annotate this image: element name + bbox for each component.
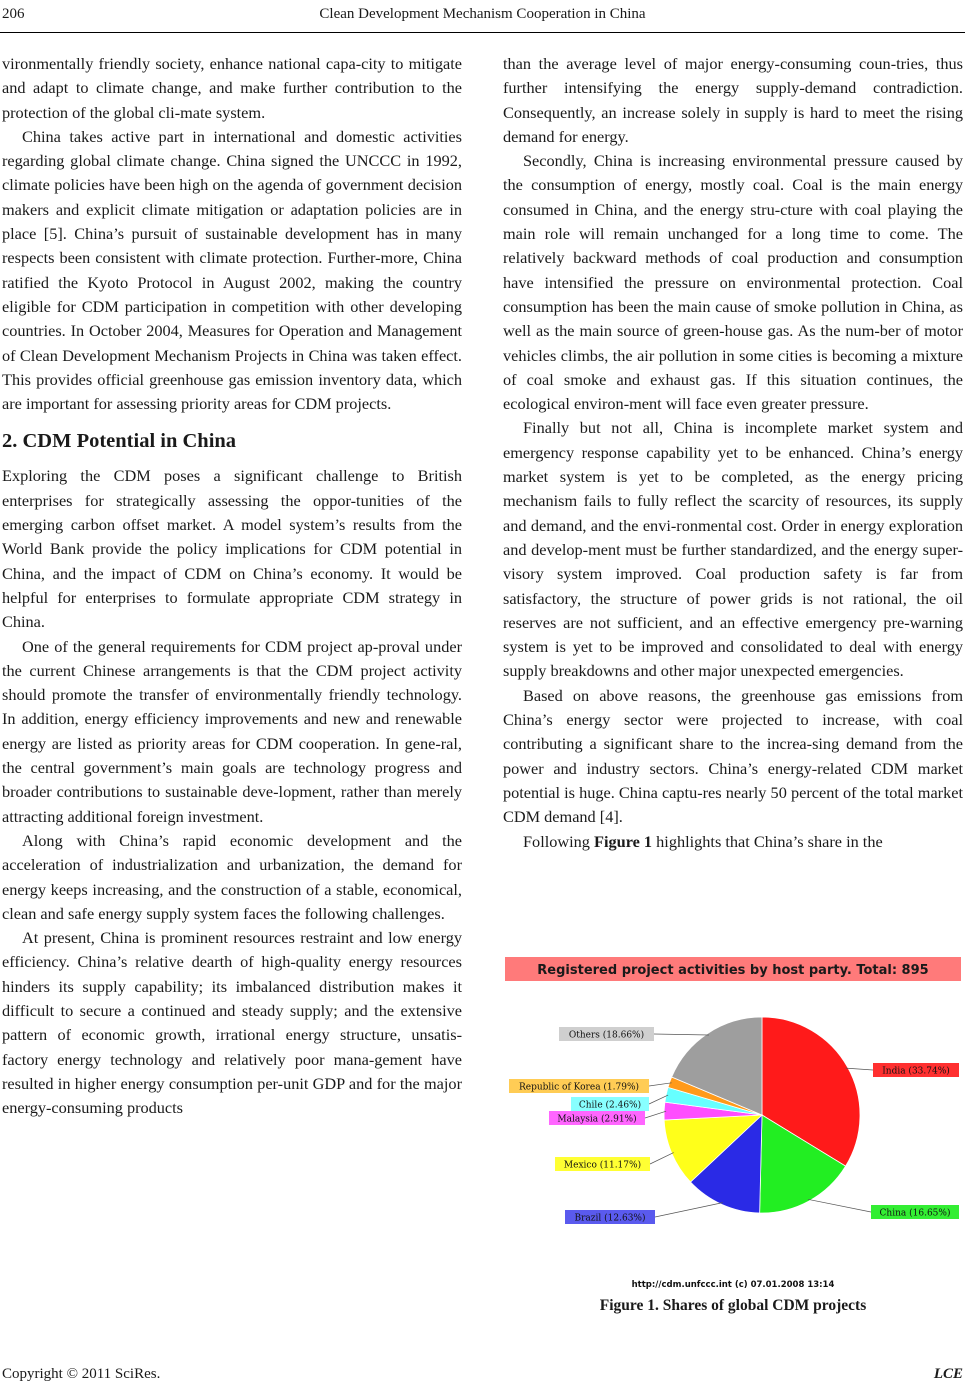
- figure-reference: Figure 1: [594, 831, 653, 851]
- running-title: Clean Development Mechanism Cooperation in China: [319, 6, 646, 22]
- paragraph: vironmentally friendly society, enhance national capa-city to mitigate and adapt to climate change, and make further contribution to the protection of the global cli-mate system.: [2, 54, 462, 122]
- text: Following: [523, 831, 595, 851]
- left-column: [2, 52, 462, 1120]
- slice-label: Chile (2.46%): [578, 1100, 642, 1111]
- leader-line: [654, 1034, 709, 1035]
- header-rule: [0, 32, 965, 33]
- section-heading: 2. CDM Potential in China: [2, 430, 237, 453]
- leader-line: [645, 1111, 666, 1118]
- leader-line: [846, 1068, 873, 1070]
- figure-1: [503, 955, 963, 1315]
- slice-label: Malaysia (2.91%): [557, 1114, 637, 1125]
- page-header: [0, 6, 965, 32]
- page-number: 206: [2, 6, 25, 22]
- paragraph: Based on above reasons, the greenhouse gas emissions from China’s energy sector were projected to increase, with coal contributing a significant share to the increa-sing demand from the power and industry sectors. China’s energy-related CDM market potential is huge. China captu-res nearly 50 percent of the total market CDM demand [4].: [503, 685, 963, 827]
- journal-abbrev: LCE: [933, 1366, 963, 1382]
- paragraph: Exploring the CDM poses a significant challenge to British enterprises for strategically assessing the oppor-tunities of the emerging carbon offset market. A model system’s results from the World Bank provide the policy implications for CDM potential in China, and the impact of CDM on China’s economy. It would be helpful for enterprises to formulate appropriate CDM strategy in China.: [2, 466, 462, 632]
- right-column: [503, 52, 963, 854]
- paragraph: Secondly, China is increasing environmental pressure caused by the consumption of energy, mostly coal. Coal is the main energy consumed in China, and the energy stru-cture with coal playing the main role will remain unchanged for a long time to come. The relatively backward methods of coal production and consumption have intensified the pressure on environmental protection. Coal consumption has been the main cause of smoke pollution in China, as well as the main source of green-house gas. As the num-ber of motor vehicles climbs, the air pollution in some cities is becoming a mixture of coal smoke and exhaust gas. If this situation continues, the ecological environ-ment will face even greater pressure.: [503, 151, 963, 414]
- leader-line: [808, 1199, 871, 1212]
- leader-line: [655, 1203, 723, 1217]
- chart-footer: http://cdm.unfccc.int (c) 07.01.2008 13:14: [631, 1280, 835, 1290]
- slice-label: Others (18.66%): [568, 1030, 645, 1041]
- paragraph: Finally but not all, China is incomplete market system and emergency response capability yet to be enhanced. China’s energy market system is yet to be completed, as the energy pricing mechanism fails to fully reflect the scarcity of resources, its supply and demand, and the envi-ronmental cost. Order in energy exploration and develop-ment must be further standardized, and the energy super-visory system improved. Coal production safety is far from satisfactory, the structure of power grids is not rational, the oil reserves are not sufficient, and an effective emergency pre-warning system is yet to be improved and consolidated to deal with energy supply breakdowns and other major unexpected emergencies.: [503, 418, 963, 681]
- chart-title: Registered project activities by host party. Total: 895: [537, 963, 929, 978]
- paragraph: At present, China is prominent resources restraint and low energy efficiency. China’s relative dearth of high-quality energy resources hinders its supply capability; its imbalanced distribution makes it difficult to secure a continued and steady supply; and the extensive pattern of economic growth, irrational energy structure, unsatis-factory energy technology and relatively poor mana-gement have resulted in higher energy consumption per-unit GDP and for the major energy-consuming products: [2, 928, 462, 1118]
- paragraph: One of the general requirements for CDM project ap-proval under the current Chinese arrangements is that the CDM project activity should promote the transfer of environmentally friendly technology. In addition, energy efficiency improvements and new and renewable energy are listed as priority areas for CDM cooperation. In gene-ral, the central government’s main goals are technology progress and broader contributions to sustainable deve-lopment, rather than merely attracting additional foreign investment.: [2, 636, 462, 826]
- leader-line: [650, 1153, 674, 1164]
- slice-label: China (16.65%): [879, 1208, 951, 1219]
- copyright: Copyright © 2011 SciRes.: [2, 1366, 161, 1382]
- figure-caption: Figure 1. Shares of global CDM projects: [599, 1297, 867, 1314]
- paragraph: than the average level of major energy-consuming coun-tries, thus further intensifying the energy supply-demand contradiction. Consequently, an increase solely in supply is hard to meet the rising demand for energy.: [503, 54, 963, 146]
- slice-label: India (33.74%): [882, 1066, 950, 1077]
- text: highlights that China’s share in the: [652, 831, 883, 851]
- slice-label: Mexico (11.17%): [563, 1160, 642, 1171]
- paragraph: China takes active part in international and domestic activities regarding global climate change. China signed the UNCCC in 1992, climate policies have been high on the agenda of government decision makers and explicit climate mitigation or adaptation policies are in place [5]. China’s pursuit of sustainable development has in many respects been consistent with climate protection. Further-more, China ratified the Kyoto Protocol in August 2002, making the country eligible for CDM participation in competition with other developing countries. In October 2004, Measures for Operation and Management of Clean Development Mechanism Projects in China was taken effect. This provides official greenhouse gas emission inventory data, which are important for assessing priority areas for CDM projects.: [2, 126, 462, 414]
- slice-label: Republic of Korea (1.79%): [518, 1082, 640, 1093]
- pie-chart: [503, 955, 963, 1295]
- paragraph: Along with China’s rapid economic development and the acceleration of industrialization and urbanization, the demand for energy keeps increasing, and the construction of a stable, economical, clean and safe energy supply system faces the following challenges.: [2, 830, 462, 923]
- slice-label: Brazil (12.63%): [574, 1213, 646, 1224]
- paragraph: [503, 830, 963, 854]
